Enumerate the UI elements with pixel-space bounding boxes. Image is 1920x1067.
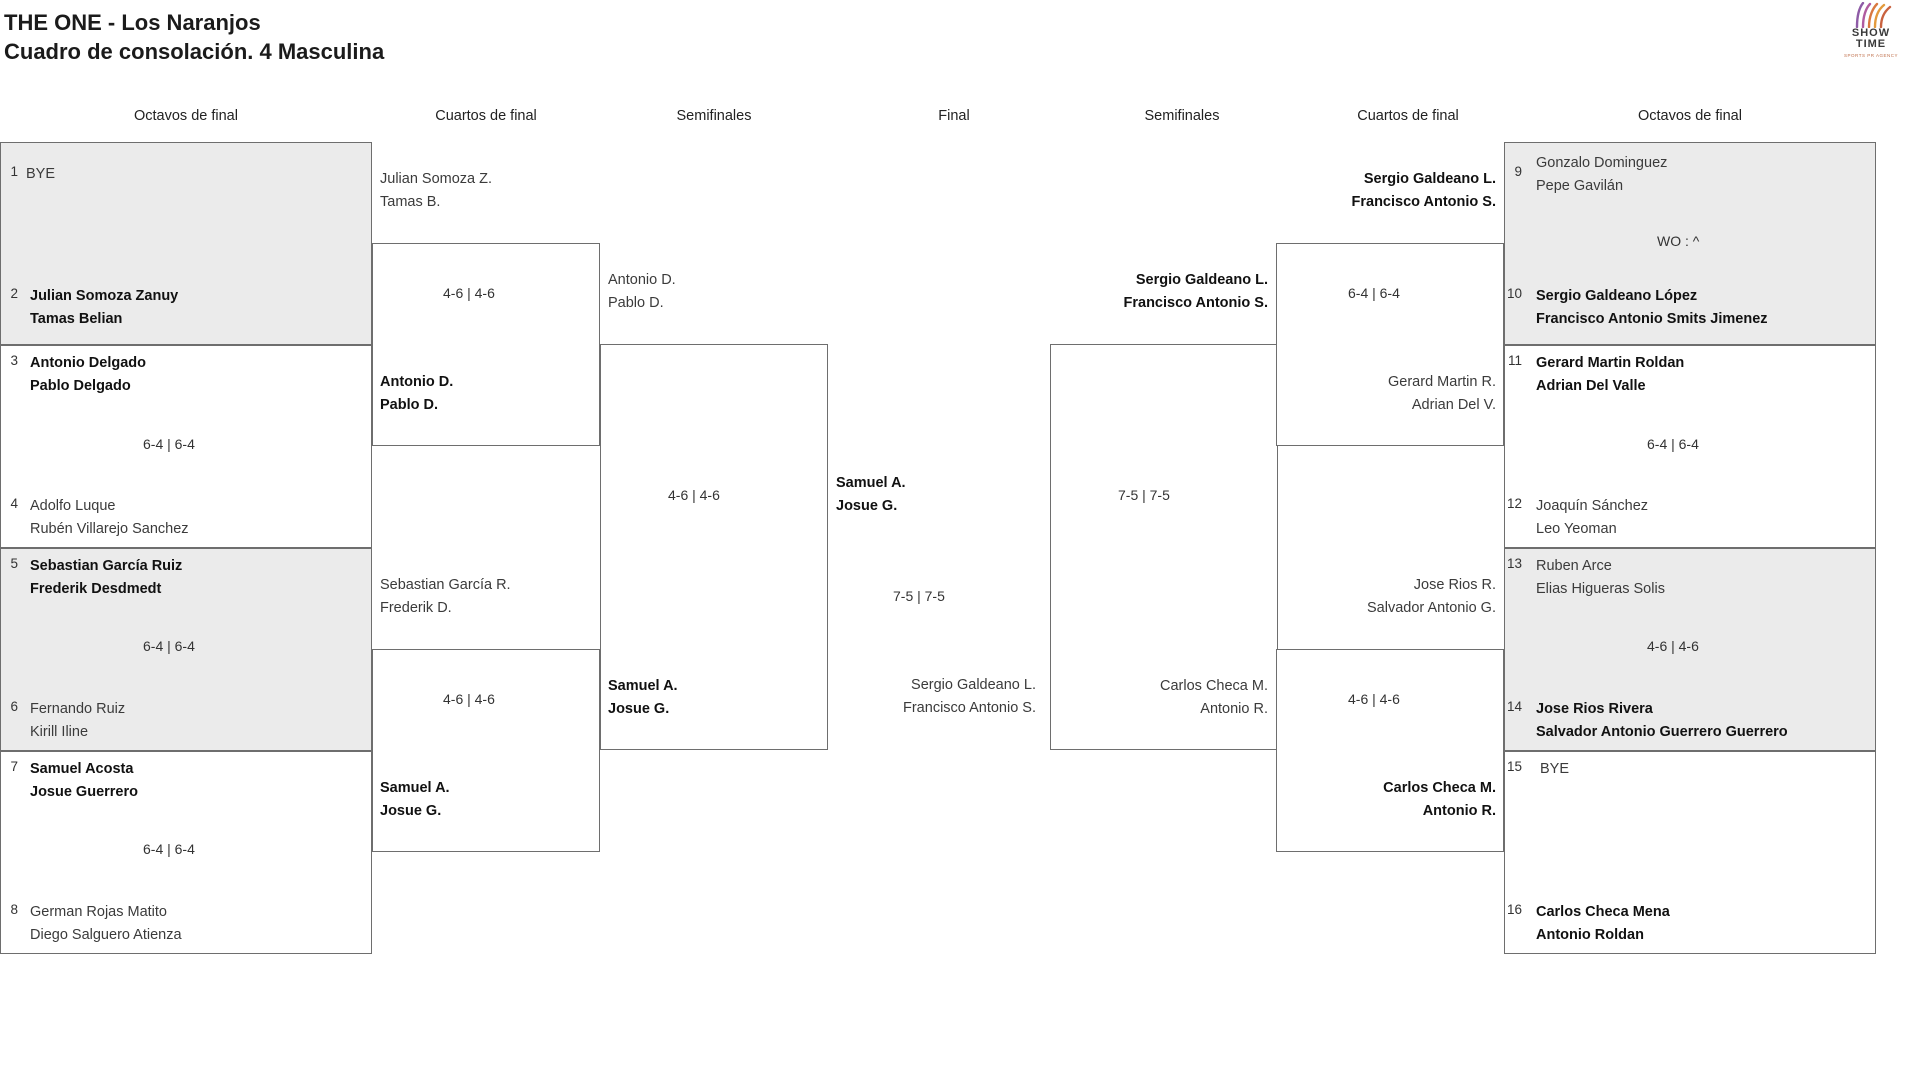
- team-name: Samuel A.: [608, 678, 678, 694]
- team-name: Fernando Ruiz: [30, 701, 126, 717]
- seed-number: 2: [10, 286, 18, 301]
- team-name: Adolfo Luque: [30, 498, 116, 514]
- match-score: 6-4 | 6-4: [143, 638, 195, 654]
- logo-rays-icon: [1836, 2, 1906, 28]
- team-name: Francisco Antonio S.: [1123, 295, 1268, 311]
- team-name: Kirill Iline: [30, 724, 89, 740]
- match-score: 4-6 | 4-6: [1348, 691, 1400, 707]
- team-name: Frederik D.: [380, 600, 452, 616]
- team-name: Antonio D.: [380, 374, 454, 390]
- team-name: Antonio Delgado: [30, 355, 146, 371]
- match-score: 7-5 | 7-5: [1118, 487, 1170, 503]
- seed-number: 5: [10, 556, 18, 571]
- seed-number: 15: [1506, 759, 1522, 774]
- walkover-note: WO : ^: [1657, 233, 1700, 249]
- finalist-bottom: Francisco Antonio S.: [903, 700, 1036, 716]
- team-name: Antonio R.: [1200, 701, 1268, 717]
- logo-text-show: SHOW: [1851, 27, 1891, 39]
- round-header-left-qf: Cuartos de final: [435, 108, 537, 124]
- team-name: Sebastian García Ruiz: [30, 558, 183, 574]
- team-name: Elias Higueras Solis: [1536, 581, 1665, 597]
- bracket-subtitle: Cuadro de consolación. 4 Masculina: [4, 39, 385, 64]
- tournament-title: THE ONE - Los Naranjos: [4, 10, 261, 35]
- team-name: Gerard Martin Roldan: [1536, 355, 1685, 371]
- team-name: Antonio R.: [1422, 803, 1496, 819]
- seed-number: 11: [1507, 353, 1522, 368]
- match-score: 4-6 | 4-6: [443, 691, 495, 707]
- seed-number: 7: [10, 759, 18, 774]
- seed-number: 1: [10, 164, 18, 179]
- finalist-top: Josue G.: [836, 498, 898, 514]
- team-name: Ruben Arce: [1536, 558, 1612, 574]
- team-name: Sergio Galdeano L.: [1363, 171, 1496, 187]
- round-header-left-sf: Semifinales: [676, 108, 752, 124]
- team-name: BYE: [1540, 761, 1570, 777]
- round-header-left-r16: Octavos de final: [134, 108, 238, 124]
- team-name: Samuel A.: [380, 780, 450, 796]
- team-name: Sergio Galdeano López: [1536, 288, 1698, 304]
- logo-subtitle: SPORTS PR AGENCY: [1844, 53, 1898, 58]
- team-name: Josue G.: [608, 701, 670, 717]
- team-name: Joaquín Sánchez: [1536, 498, 1649, 514]
- team-name: Rubén Villarejo Sanchez: [30, 521, 189, 537]
- match-score: 4-6 | 4-6: [443, 285, 495, 301]
- team-name: Josue G.: [380, 803, 442, 819]
- team-name: Adrian Del Valle: [1536, 378, 1646, 394]
- seed-number: 16: [1506, 902, 1522, 917]
- team-name: Francisco Antonio S.: [1351, 194, 1496, 210]
- team-name: Tamas B.: [380, 194, 441, 210]
- team-name: Pablo D.: [380, 397, 439, 413]
- team-name: Julian Somoza Z.: [380, 171, 493, 187]
- team-name: Samuel Acosta: [30, 761, 134, 777]
- team-name: Julian Somoza Zanuy: [30, 288, 179, 304]
- team-name: Carlos Checa M.: [1383, 780, 1496, 796]
- team-name: Antonio Roldan: [1536, 927, 1644, 943]
- match-score: 6-4 | 6-4: [143, 436, 195, 452]
- team-name: Salvador Antonio G.: [1367, 600, 1496, 616]
- seed-number: 3: [10, 353, 18, 368]
- logo-text-time: TIME: [1855, 38, 1887, 50]
- team-name: Gonzalo Dominguez: [1536, 155, 1668, 171]
- match-score: 4-6 | 4-6: [668, 487, 720, 503]
- team-name: Pepe Gavilán: [1536, 178, 1624, 194]
- team-name: Jose Rios Rivera: [1536, 701, 1653, 717]
- team-name: Josue Guerrero: [30, 784, 138, 800]
- showtime-logo: [1836, 2, 1906, 68]
- team-name: BYE: [26, 166, 56, 182]
- finalist-top: Samuel A.: [836, 475, 906, 491]
- team-name: Carlos Checa M.: [1160, 678, 1268, 694]
- team-name: Sergio Galdeano L.: [1135, 272, 1268, 288]
- team-name: German Rojas Matito: [30, 904, 167, 920]
- team-name: Carlos Checa Mena: [1536, 904, 1670, 920]
- team-name: Adrian Del V.: [1411, 397, 1496, 413]
- team-name: Pablo D.: [608, 295, 664, 311]
- round-header-final: Final: [938, 108, 970, 124]
- team-name: Salvador Antonio Guerrero Guerrero: [1536, 724, 1788, 740]
- team-name: Sebastian García R.: [380, 577, 511, 593]
- match-score: 6-4 | 6-4: [143, 841, 195, 857]
- match-score: 4-6 | 4-6: [1647, 638, 1699, 654]
- team-name: Pablo Delgado: [30, 378, 131, 394]
- match-score: 6-4 | 6-4: [1348, 285, 1400, 301]
- seed-number: 12: [1506, 496, 1522, 511]
- seed-number: 9: [1514, 164, 1522, 179]
- seed-number: 6: [10, 699, 18, 714]
- seed-number: 14: [1506, 699, 1522, 714]
- title-block: [4, 8, 384, 66]
- seed-number: 8: [10, 902, 18, 917]
- seed-number: 10: [1506, 286, 1522, 301]
- finalist-bottom: Sergio Galdeano L.: [911, 677, 1036, 693]
- team-name: Gerard Martin R.: [1388, 374, 1496, 390]
- team-name: Jose Rios R.: [1413, 577, 1496, 593]
- round-header-right-r16: Octavos de final: [1638, 108, 1742, 124]
- round-header-right-sf: Semifinales: [1144, 108, 1220, 124]
- team-name: Antonio D.: [608, 272, 676, 288]
- match-score: 6-4 | 6-4: [1647, 436, 1699, 452]
- team-name: Diego Salguero Atienza: [30, 927, 182, 943]
- page-header: [0, 0, 1920, 100]
- seed-number: 4: [10, 496, 18, 511]
- team-name: Francisco Antonio Smits Jimenez: [1536, 311, 1768, 327]
- team-name: Frederik Desdmedt: [30, 581, 162, 597]
- round-header-right-qf: Cuartos de final: [1357, 108, 1459, 124]
- seed-number: 13: [1506, 556, 1522, 571]
- final-score: 7-5 | 7-5: [893, 588, 945, 604]
- team-name: Leo Yeoman: [1536, 521, 1617, 537]
- team-name: Tamas Belian: [30, 311, 123, 327]
